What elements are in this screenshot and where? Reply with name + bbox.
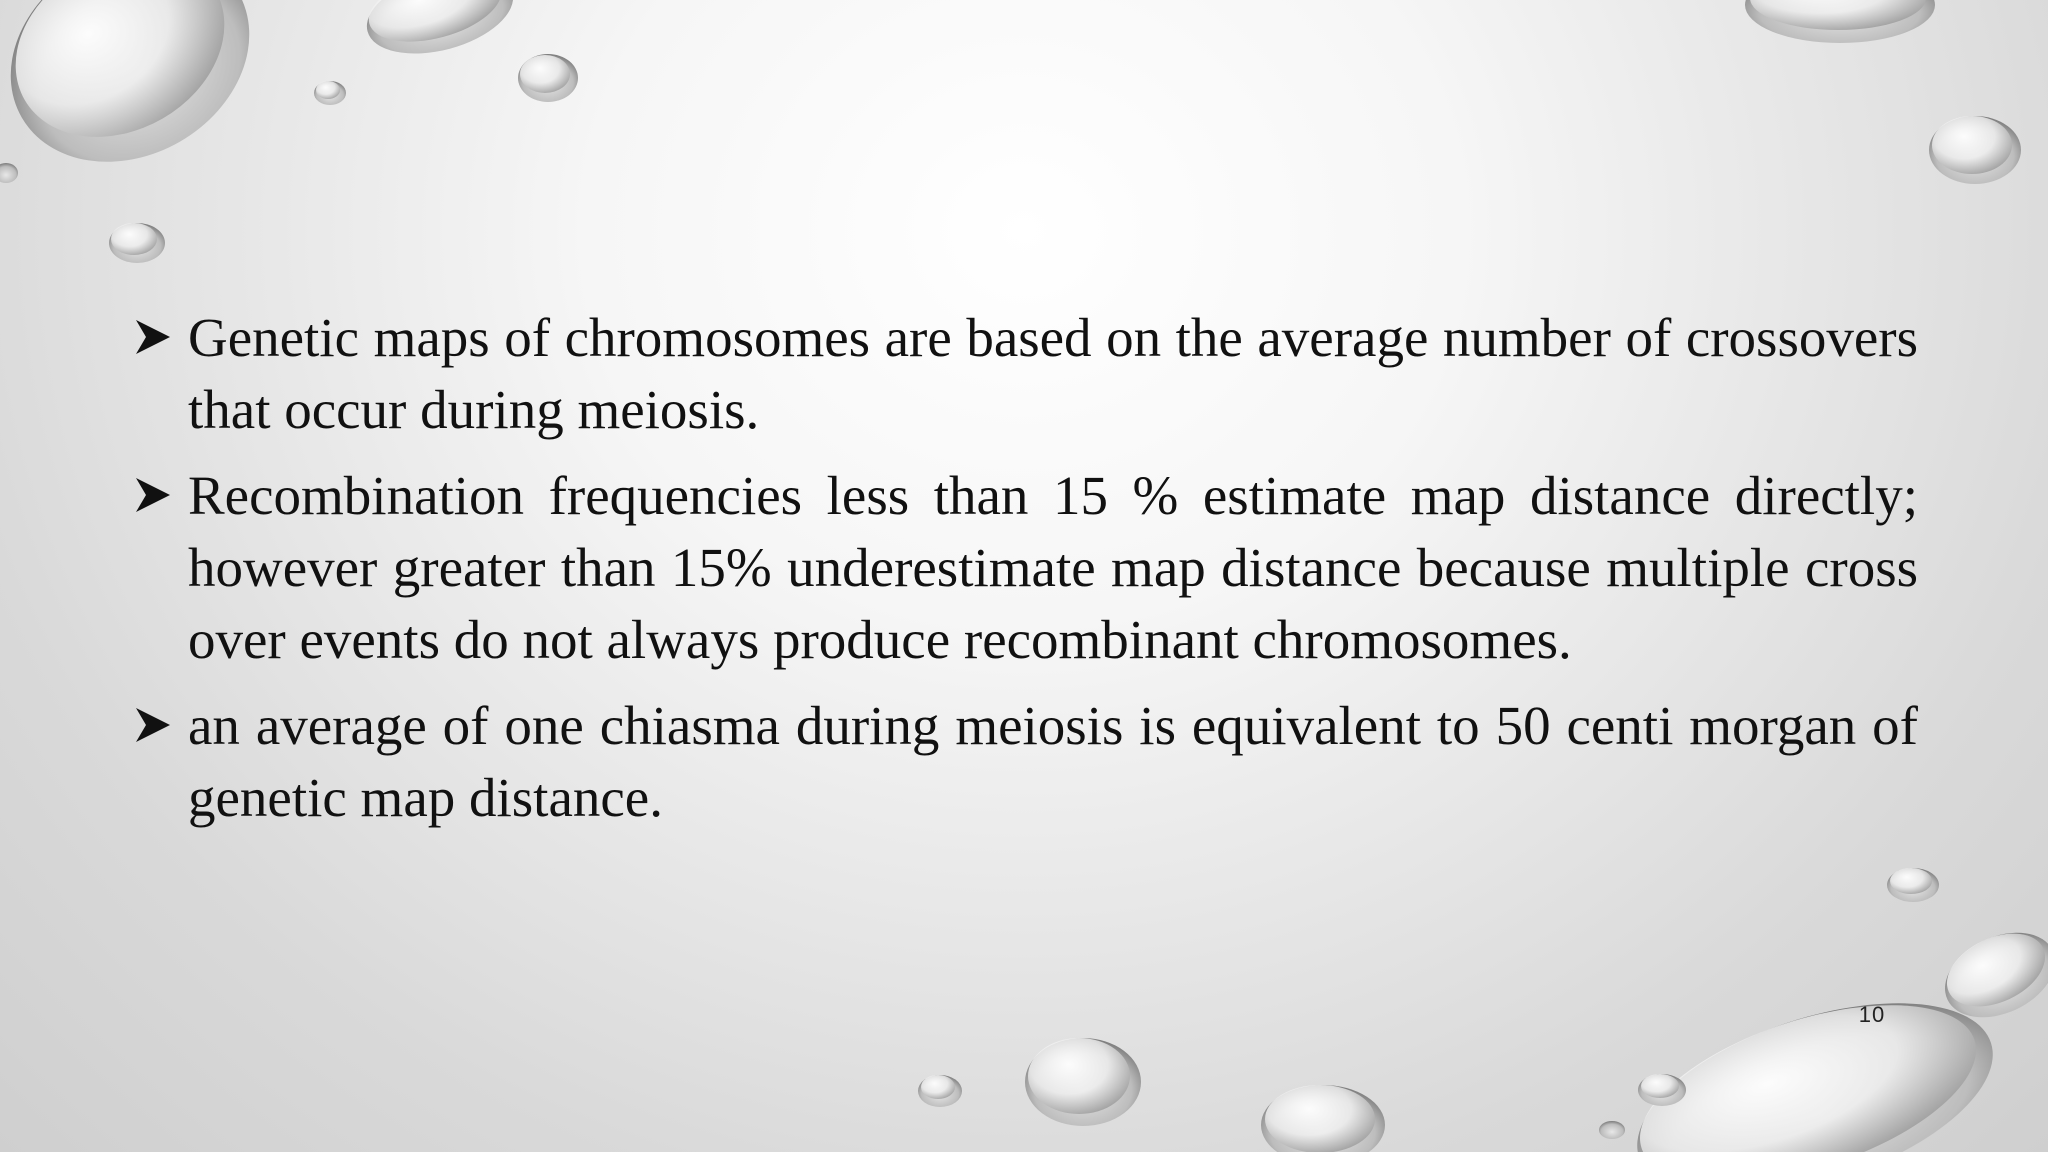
droplet xyxy=(1025,1038,1141,1126)
bullet-item xyxy=(134,302,1918,446)
droplet xyxy=(1261,1085,1385,1152)
droplet xyxy=(518,54,578,102)
droplet xyxy=(1638,1074,1686,1106)
arrowhead-bullet-icon xyxy=(134,690,188,744)
page-number: 10 xyxy=(1858,1002,1886,1027)
droplet xyxy=(918,1075,962,1107)
bullet-item xyxy=(134,460,1918,676)
bullet-list xyxy=(134,302,1918,848)
droplet xyxy=(0,163,18,183)
droplet xyxy=(358,0,523,68)
droplet xyxy=(109,223,165,263)
droplet xyxy=(314,81,346,105)
arrowhead-bullet-icon xyxy=(134,460,188,514)
droplet xyxy=(1745,0,1935,43)
bullet-text: Recombination frequencies less than 15 % estimate map distance directly; however greater than 15% underestimate map distance because multiple cross over events do not always produce recombinant chromosomes. xyxy=(188,465,1918,670)
droplet xyxy=(1929,116,2021,184)
droplet xyxy=(0,0,288,204)
droplet xyxy=(1887,868,1939,902)
arrowhead-bullet-icon xyxy=(134,302,188,356)
droplet xyxy=(1599,1121,1625,1139)
bullet-text: Genetic maps of chromosomes are based on the average number of crossovers that occur during meiosis. xyxy=(188,307,1918,440)
bullet-text: an average of one chiasma during meiosis is equivalent to 50 centi morgan of genetic map distance. xyxy=(188,695,1918,828)
bullet-item xyxy=(134,690,1918,834)
